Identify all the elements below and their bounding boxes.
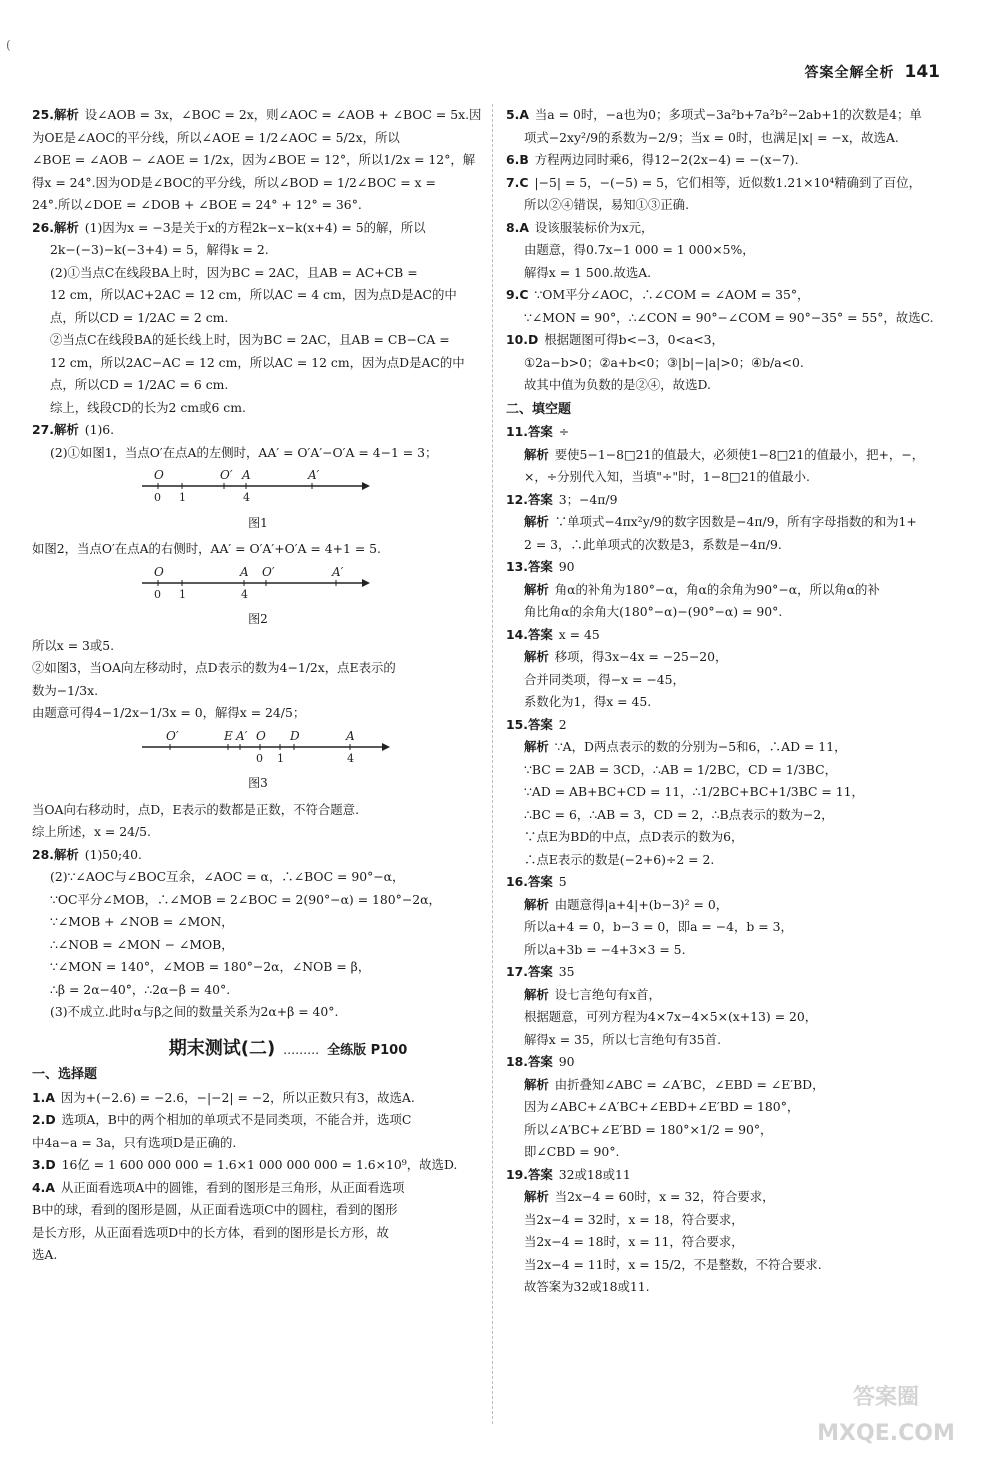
text-line: 故其中值为负数的是②④，故选D. <box>524 377 711 392</box>
text-line: 12 cm，所以AC+2AC = 12 cm，所以AC = 4 cm，因为点D是AC的中 <box>50 287 457 302</box>
text-line: ∴点E表示的数是(−2+6)÷2 = 2. <box>524 851 715 867</box>
mc-item-9 <box>506 284 952 329</box>
text-line: 根据题图可得b<−3，0<a<3， <box>544 332 724 347</box>
text-line: 综上，线段CD的长为2 cm或6 cm. <box>50 399 246 415</box>
svg-text:D: D <box>290 728 300 743</box>
mc-label: 10.D <box>506 332 539 347</box>
text-line: ∠BOE = ∠AOB − ∠AOE = 1/2x，因为∠BOE = 12°，所以1/2x = 12°，解 <box>32 152 476 167</box>
figure-caption: 图2 <box>248 612 268 626</box>
text-line: 因为∠ABC+∠A′BC+∠EBD+∠E′BD = 180°， <box>524 1099 800 1114</box>
svg-text:O′: O′ <box>262 564 275 579</box>
fill-label: 17.答案 <box>506 964 553 979</box>
mc-item-8 <box>506 217 952 285</box>
text-line: ∵A，D两点表示的数的分别为−5和6，∴AD = 11， <box>554 739 847 754</box>
text-line: 当OA向右移动时，点D，E表示的数都是正数，不符合题意. <box>32 801 360 817</box>
mc-label: 8.A <box>506 219 529 235</box>
svg-text:A′: A′ <box>332 564 344 579</box>
text-line: 当a = 0时，−a也为0；多项式−3a²b+7a²b²−2ab+1的次数是4；单 <box>534 107 922 122</box>
svg-text:O: O <box>154 468 164 482</box>
text-line: 2 = 3，∴此单项式的次数是3，系数是−4π/9. <box>524 536 782 552</box>
text-line: ∵BC = 2AB = 3CD，∴AB = 1/2BC，CD = 1/3BC， <box>524 761 838 777</box>
analysis-tag: 解析 <box>524 446 549 462</box>
fill-item-15 <box>506 714 952 872</box>
svg-text:A: A <box>242 468 251 482</box>
mc-label: 1.A <box>32 1089 55 1105</box>
fill-answer: 3；−4π/9 <box>558 491 618 507</box>
svg-text:O′: O′ <box>166 728 179 743</box>
text-line: 角α的补角为180°−α，角α的余角为90°−α，所以角α的补 <box>554 581 880 597</box>
text-line: 由题意可得4−1/2x−1/3x = 0，解得x = 24/5； <box>32 705 306 720</box>
watermark-line2: MXQE.COM <box>817 1421 955 1446</box>
svg-text:4: 4 <box>243 491 250 504</box>
fill-answer: 35 <box>558 964 575 979</box>
text-line: ∵点E为BD的中点，点D表示的数为6， <box>524 829 744 844</box>
mc-label: 3.D <box>32 1157 56 1172</box>
text-line: (1)6. <box>84 422 115 437</box>
fill-label: 19.答案 <box>506 1166 553 1182</box>
text-line: 中4a−a = 3a，只有选项D是正确的. <box>32 1134 237 1150</box>
text-line: ②如图3，当OA向左移动时，点D表示的数为4−1/2x，点E表示的 <box>32 660 396 675</box>
fill-answer: 2 <box>558 716 567 732</box>
text-line: |−5| = 5，−(−5) = 5，它们相等，近似数1.21×10⁴精确到了百位， <box>534 174 921 190</box>
fill-item-13 <box>506 556 952 624</box>
problem-28 <box>32 844 484 1024</box>
fill-label: 15.答案 <box>506 716 553 732</box>
mc-label: 9.C <box>506 287 529 302</box>
problem-label: 25.解析 <box>32 107 79 122</box>
fill-label: 11.答案 <box>506 424 553 439</box>
text-line: ∴β = 2α−40°，∴2α−β = 40°. <box>50 981 231 997</box>
mc-item-4 <box>32 1177 484 1267</box>
figure-caption: 图3 <box>248 776 268 790</box>
text-line: 所以a+4 = 0，b−3 = 0，即a = −4，b = 3， <box>524 919 793 934</box>
text-line: 所以a+3b = −4+3×3 = 5. <box>524 941 686 957</box>
analysis-tag: 解析 <box>524 514 549 529</box>
text-line: ∵AD = AB+BC+CD = 11，∴1/2BC+BC+1/3BC = 11， <box>524 784 864 799</box>
analysis-tag: 解析 <box>524 1189 549 1204</box>
text-line: 当2x−4 = 32时，x = 18，符合要求， <box>524 1211 744 1227</box>
text-line: 为OE是∠AOC的平分线，所以∠AOE = 1/2∠AOC = 5/2x，所以 <box>32 129 400 145</box>
text-line: 选项A，B中的两个相加的单项式不是同类项，不能合并，选项C <box>61 1112 412 1127</box>
svg-text:4: 4 <box>347 751 354 765</box>
test-title <box>92 1038 484 1063</box>
text-line: 解得x = 1 500.故选A. <box>524 264 652 280</box>
text-line: 因为+(−2.6) = −2.6，−|−2| = −2，所以正数只有3，故选A. <box>60 1089 415 1105</box>
svg-text:O′: O′ <box>220 468 233 482</box>
fill-label: 18.答案 <box>506 1054 553 1069</box>
text-line: ∵∠MOB + ∠NOB = ∠MON， <box>50 914 234 929</box>
problem-label: 28.解析 <box>32 846 79 862</box>
svg-text:0: 0 <box>154 587 161 601</box>
fill-item-11 <box>506 421 952 489</box>
text-line: 点，所以CD = 1/2AC = 6 cm. <box>50 377 229 392</box>
analysis-tag: 解析 <box>524 649 549 664</box>
watermark-line1: 答案圈 <box>852 1385 920 1410</box>
problem-26 <box>32 217 484 420</box>
svg-text:O: O <box>256 728 266 743</box>
text-line: 2k−(−3)−k(−3+4) = 5，解得k = 2. <box>50 242 269 257</box>
text-line: 12 cm，所以2AC−AC = 12 cm，所以AC = 12 cm，因为点D是AC的中 <box>50 354 465 370</box>
test-title-leader: ……… <box>283 1042 320 1057</box>
fill-item-14 <box>506 624 952 714</box>
section-heading-fill: 二、填空题 <box>506 401 572 417</box>
fill-label: 16.答案 <box>506 874 553 889</box>
number-line-figure-1 <box>132 468 372 504</box>
svg-text:A: A <box>346 728 355 743</box>
mc-item-2 <box>32 1109 484 1154</box>
problem-25 <box>32 104 484 217</box>
text-line: 由题意得|a+4|+(b−3)² = 0， <box>554 896 729 912</box>
text-line: 所以x = 3或5. <box>32 637 115 653</box>
analysis-tag: 解析 <box>524 581 549 597</box>
mc-label: 7.C <box>506 174 529 190</box>
fill-label: 14.答案 <box>506 626 553 642</box>
fill-item-19 <box>506 1164 952 1299</box>
text-line: ∵OC平分∠MOB，∴∠MOB = 2∠BOC = 2(90°−α) = 180°−2α， <box>50 891 441 907</box>
text-line: 点，所以CD = 1/2AC = 2 cm. <box>50 309 229 325</box>
text-line: 所以②④错误，易知①③正确. <box>524 197 690 212</box>
svg-text:1: 1 <box>179 491 186 504</box>
column-divider <box>492 104 493 1424</box>
text-line: 当2x−4 = 60时，x = 32，符合要求， <box>554 1189 775 1204</box>
fill-label: 13.答案 <box>506 559 553 574</box>
corner-mark: ( <box>6 38 11 52</box>
text-line: 综上所述，x = 24/5. <box>32 824 151 839</box>
mc-item-10 <box>506 329 952 397</box>
text-line: 设∠AOB = 3x，∠BOC = 2x，则∠AOC = ∠AOB + ∠BOC = 5x.因 <box>84 107 482 122</box>
fill-item-18 <box>506 1051 952 1164</box>
mc-item-5 <box>506 104 952 149</box>
text-line: (1)50;40. <box>84 846 142 862</box>
text-line: ∴BC = 6，∴AB = 3，CD = 2，∴B点表示的数为−2， <box>524 806 834 822</box>
text-line: 从正面看选项A中的圆锥，看到的图形是三角形，从正面看选项 <box>60 1179 405 1195</box>
text-line: 根据题意，可列方程为4×7x−4×5×(x+13) = 20， <box>524 1009 818 1024</box>
fill-answer: 90 <box>558 1054 575 1069</box>
text-line: 选A. <box>32 1247 58 1262</box>
mc-item-7 <box>506 172 952 217</box>
fill-item-16 <box>506 871 952 961</box>
fill-item-17 <box>506 961 952 1051</box>
analysis-tag: 解析 <box>524 986 549 1002</box>
page-number: 141 <box>904 62 940 82</box>
text-line: ①2a−b>0；②a+b<0；③|b|−|a|>0；④b/a<0. <box>524 354 804 370</box>
svg-text:E: E <box>224 728 233 743</box>
fill-item-12 <box>506 489 952 557</box>
page-header <box>805 62 941 84</box>
text-line: 所以∠A′BC+∠E′BD = 180°×1/2 = 90°， <box>524 1121 773 1137</box>
text-line: ②当点C在线段BA的延长线上时，因为BC = 2AC，且AB = CB−CA = <box>50 332 450 347</box>
svg-text:A′: A′ <box>236 728 248 743</box>
text-line: ×，÷分别代入知，当填"÷"时，1−8□21的值最小. <box>524 469 810 484</box>
text-line: ∵∠MON = 140°，∠MOB = 180°−2α，∠NOB = β， <box>50 959 371 974</box>
text-line: 项式−2xy²/9的系数为−2/9；当x = 0时，也满足|x| = −x，故选A. <box>524 129 899 145</box>
section-heading-choice: 一、选择题 <box>32 1067 98 1082</box>
text-line: 数为−1/3x. <box>32 682 99 698</box>
figure-caption: 图1 <box>248 515 268 530</box>
text-line: ∵OM平分∠AOC，∴∠COM = ∠AOM = 35°， <box>534 287 810 302</box>
test-title-ref: 全练版 P100 <box>327 1042 408 1058</box>
mc-item-3 <box>32 1154 484 1177</box>
test-title-main: 期末测试(二) <box>168 1037 276 1059</box>
svg-text:4: 4 <box>241 587 248 601</box>
text-line: 设七言绝句有x首， <box>554 986 661 1002</box>
mc-item-1 <box>32 1087 484 1110</box>
text-line: 合并同类项，得−x = −45， <box>524 671 685 687</box>
text-line: 如图2，当点O′在点A的右侧时，AA′ = O′A′+O′A = 4+1 = 5. <box>32 541 381 556</box>
text-line: 移项，得3x−4x = −25−20， <box>554 649 728 664</box>
analysis-tag: 解析 <box>524 896 549 912</box>
text-line: 由题意，得0.7x−1 000 = 1 000×5%， <box>524 242 755 257</box>
text-line: B中的球，看到的图形是圆，从正面看选项C中的圆柱，看到的图形 <box>32 1202 398 1217</box>
right-column <box>506 104 952 1299</box>
fill-answer: 32或18或11 <box>558 1166 631 1182</box>
svg-text:1: 1 <box>277 751 284 765</box>
text-line: 解得x = 35，所以七言绝句有35首. <box>524 1031 722 1047</box>
fill-answer: 90 <box>558 559 575 574</box>
svg-text:A: A <box>240 564 249 579</box>
analysis-tag: 解析 <box>524 739 549 754</box>
text-line: 故答案为32或18或11. <box>524 1279 650 1294</box>
svg-text:O: O <box>154 564 164 579</box>
fill-label: 12.答案 <box>506 491 553 507</box>
fill-answer: ÷ <box>558 424 570 439</box>
text-line: 要使5−1−8□21的值最大，必须使1−8□21的值最小，把+，−， <box>554 446 925 462</box>
mc-label: 5.A <box>506 107 529 122</box>
number-line-figure-3 <box>132 729 392 765</box>
left-column <box>32 104 484 1267</box>
text-line: 是长方形，从正面看选项D中的长方体，看到的图形是长方形，故 <box>32 1224 389 1240</box>
text-line: 即∠CBD = 90°. <box>524 1144 620 1159</box>
number-line-figure-2 <box>132 565 372 601</box>
header-title: 答案全解全析 <box>804 65 895 81</box>
watermark-logo <box>796 1364 976 1452</box>
problem-27 <box>32 419 484 844</box>
text-line: (2)①当点C在线段BA上时，因为BC = 2AC，且AB = AC+CB = <box>50 264 418 280</box>
text-line: (2)∵∠AOC与∠BOC互余，∠AOC = α，∴∠BOC = 90°−α， <box>50 869 405 884</box>
text-line: 设该服装标价为x元， <box>534 219 654 235</box>
problem-label: 26.解析 <box>32 219 79 235</box>
svg-text:0: 0 <box>154 491 161 504</box>
svg-text:1: 1 <box>179 587 186 601</box>
mc-label: 4.A <box>32 1179 55 1195</box>
fill-answer: 5 <box>558 874 567 889</box>
text-line: 系数化为1，得x = 45. <box>524 694 652 709</box>
text-line: 当2x−4 = 11时，x = 15/2，不是整数，不符合要求. <box>524 1256 822 1272</box>
text-line: 24°.所以∠DOE = ∠DOB + ∠BOE = 24° + 12° = 36°. <box>32 197 362 212</box>
analysis-tag: 解析 <box>524 1076 549 1092</box>
text-line: 角比角α的余角大(180°−α)−(90°−α) = 90°. <box>524 604 783 619</box>
mc-label: 2.D <box>32 1112 56 1127</box>
text-line: ∵单项式−4πx²y/9的数字因数是−4π/9，所有字母指数的和为1+ <box>554 514 917 529</box>
text-line: (2)①如图1，当点O′在点A的左侧时，AA′ = O′A′−O′A = 4−1 = 3； <box>50 444 438 460</box>
text-line: 16亿 = 1 600 000 000 = 1.6×1 000 000 000 = 1.6×10⁹，故选D. <box>61 1157 458 1172</box>
svg-text:A′: A′ <box>308 468 320 482</box>
text-line: 方程两边同时乘6，得12−2(2x−4) = −(x−7). <box>534 152 799 167</box>
text-line: (1)因为x = −3是关于x的方程2k−x−k(x+4) = 5的解，所以 <box>84 219 426 235</box>
fill-answer: x = 45 <box>558 626 600 642</box>
text-line: 得x = 24°.因为OD是∠BOC的平分线，所以∠BOD = 1/2∠BOC = x = <box>32 174 436 190</box>
text-line: 当2x−4 = 18时，x = 11，符合要求， <box>524 1234 744 1249</box>
problem-label: 27.解析 <box>32 422 79 437</box>
text-line: 由折叠知∠ABC = ∠A′BC，∠EBD = ∠E′BD， <box>554 1076 825 1092</box>
mc-item-6 <box>506 149 952 172</box>
text-line: (3)不成立.此时α与β之间的数量关系为2α+β = 40°. <box>50 1004 339 1019</box>
text-line: ∵∠MON = 90°，∴∠CON = 90°−∠COM = 90°−35° = 55°，故选C. <box>524 309 934 325</box>
mc-label: 6.B <box>506 152 529 167</box>
svg-text:0: 0 <box>256 751 263 765</box>
text-line: ∴∠NOB = ∠MON − ∠MOB， <box>50 936 234 952</box>
